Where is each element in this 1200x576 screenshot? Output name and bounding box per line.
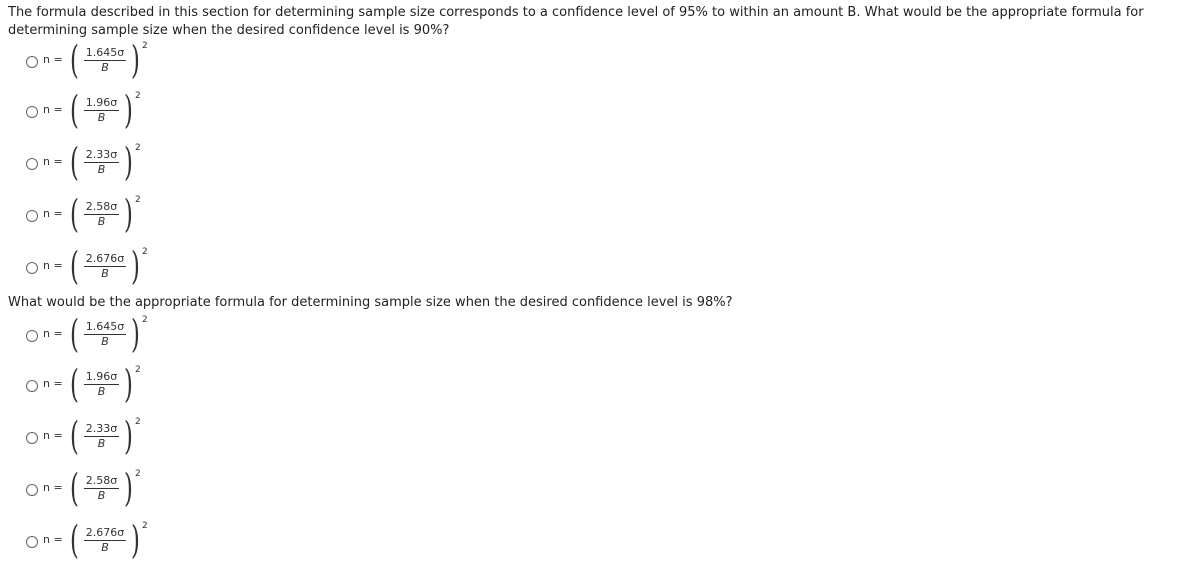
radio-button[interactable] — [26, 380, 38, 392]
exponent: 2 — [142, 521, 148, 531]
left-paren: ( — [69, 244, 79, 288]
right-paren: ) — [123, 192, 133, 236]
fraction — [82, 252, 128, 281]
left-paren: ( — [69, 192, 79, 236]
fraction — [82, 474, 121, 503]
fraction — [82, 148, 121, 177]
fraction — [82, 526, 128, 555]
right-paren: ) — [130, 312, 140, 356]
radio-button[interactable] — [26, 330, 38, 342]
exponent: 2 — [142, 247, 148, 257]
exponent: 2 — [135, 469, 141, 479]
exponent: 2 — [142, 315, 148, 325]
exponent: 2 — [142, 41, 148, 51]
fraction-denominator: B — [97, 385, 106, 398]
fraction-numerator: 2.58σ — [85, 200, 118, 213]
fraction-denominator: B — [97, 489, 106, 502]
left-paren: ( — [69, 312, 79, 356]
fraction-numerator: 2.58σ — [85, 474, 118, 487]
right-paren: ) — [123, 88, 133, 132]
formula-lhs: n = — [43, 103, 63, 116]
fraction-denominator: B — [97, 163, 106, 176]
fraction — [82, 96, 121, 125]
formula-lhs: n = — [43, 53, 63, 66]
left-paren: ( — [69, 88, 79, 132]
right-paren: ) — [130, 244, 140, 288]
exponent: 2 — [135, 195, 141, 205]
fraction-denominator: B — [97, 437, 106, 450]
fraction-denominator: B — [97, 215, 106, 228]
fraction-numerator: 2.676σ — [85, 526, 125, 539]
right-paren: ) — [123, 140, 133, 184]
radio-button[interactable] — [26, 262, 38, 274]
exponent: 2 — [135, 143, 141, 153]
radio-button[interactable] — [26, 56, 38, 68]
radio-button[interactable] — [26, 432, 38, 444]
left-paren: ( — [69, 140, 79, 184]
left-paren: ( — [69, 466, 79, 510]
fraction-denominator: B — [101, 541, 109, 554]
exponent: 2 — [135, 91, 141, 101]
formula-lhs: n = — [43, 207, 63, 220]
fraction-numerator: 2.33σ — [85, 148, 118, 161]
fraction-denominator: B — [101, 61, 109, 74]
fraction-numerator: 1.645σ — [85, 320, 125, 333]
fraction — [82, 200, 121, 229]
fraction-numerator: 1.96σ — [85, 370, 118, 383]
right-paren: ) — [123, 362, 133, 406]
fraction — [82, 370, 121, 399]
fraction-numerator: 1.96σ — [85, 96, 118, 109]
radio-button[interactable] — [26, 484, 38, 496]
fraction-numerator: 2.33σ — [85, 422, 118, 435]
left-paren: ( — [69, 362, 79, 406]
formula-lhs: n = — [43, 327, 63, 340]
right-paren: ) — [123, 414, 133, 458]
fraction — [82, 422, 121, 451]
left-paren: ( — [69, 518, 79, 562]
fraction-denominator: B — [101, 335, 109, 348]
fraction-denominator: B — [97, 111, 106, 124]
formula-lhs: n = — [43, 429, 63, 442]
fraction — [82, 320, 128, 349]
radio-button[interactable] — [26, 536, 38, 548]
radio-button[interactable] — [26, 158, 38, 170]
formula-lhs: n = — [43, 377, 63, 390]
left-paren: ( — [69, 414, 79, 458]
formula-lhs: n = — [43, 481, 63, 494]
right-paren: ) — [130, 518, 140, 562]
formula-lhs: n = — [43, 533, 63, 546]
fraction-numerator: 2.676σ — [85, 252, 125, 265]
right-paren: ) — [130, 38, 140, 82]
radio-button[interactable] — [26, 210, 38, 222]
fraction — [82, 46, 128, 75]
right-paren: ) — [123, 466, 133, 510]
fraction-denominator: B — [101, 267, 109, 280]
formula-lhs: n = — [43, 155, 63, 168]
fraction-numerator: 1.645σ — [85, 46, 125, 59]
left-paren: ( — [69, 38, 79, 82]
question-1-text: The formula described in this section for determining sample size corresponds to a confidence level of 95% to within an amount B. What would be the appropriate formula for determining sample size when the desired confidence level is 90%? — [8, 5, 1144, 38]
exponent: 2 — [135, 365, 141, 375]
radio-button[interactable] — [26, 106, 38, 118]
question-2-text: What would be the appropriate formula for determining sample size when the desired confidence level is 98%? — [8, 295, 733, 310]
exponent: 2 — [135, 417, 141, 427]
formula-lhs: n = — [43, 259, 63, 272]
